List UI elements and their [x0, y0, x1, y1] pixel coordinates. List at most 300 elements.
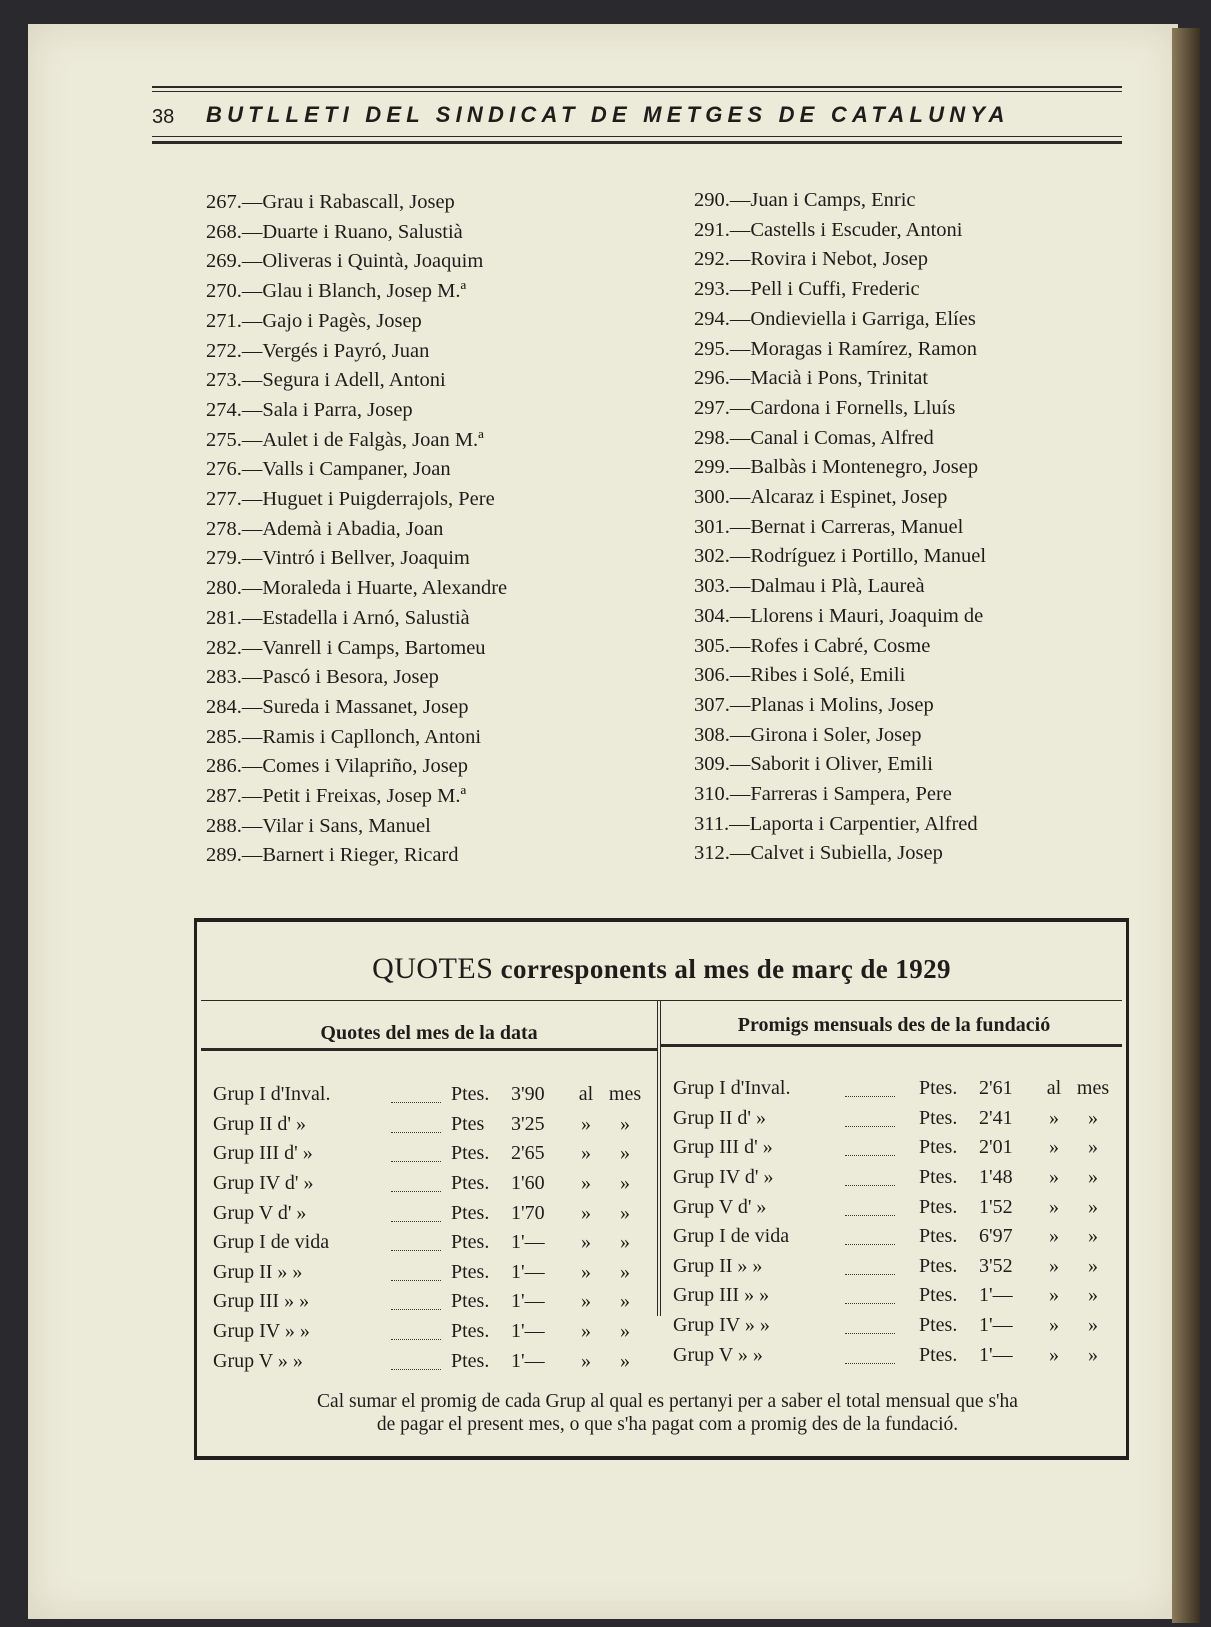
quote-row: [673, 1222, 1113, 1252]
member-number: 292.: [694, 248, 730, 271]
quote-group-label: Grup I d'Inval.: [213, 1083, 331, 1106]
member-number: 304.: [694, 604, 730, 627]
currency-label: Ptes.: [919, 1225, 958, 1248]
member-number: 293.: [694, 278, 730, 301]
member-entry: [206, 604, 507, 634]
currency-label: Ptes.: [919, 1106, 958, 1129]
member-number: 302.: [694, 545, 730, 568]
member-name: —Grau i Rabascall, Josep: [241, 191, 455, 213]
member-number: 298.: [694, 426, 730, 449]
member-number: 303.: [694, 575, 730, 598]
member-name: —Pascó i Besora, Josep: [241, 666, 439, 689]
member-number: 278.: [206, 517, 242, 540]
leader-dots: [845, 1252, 913, 1282]
quotes-title-rest: corresponents al mes de març de 1929: [500, 954, 951, 984]
quote-row: [213, 1317, 645, 1347]
member-name: —Ondieviella i Garriga, Elíes: [729, 307, 976, 330]
member-number: 275.: [206, 428, 242, 451]
currency-label: Ptes.: [919, 1136, 958, 1159]
quote-amount: 1'48: [979, 1166, 1013, 1189]
member-entry: [206, 574, 507, 604]
dotted-leader: [391, 1207, 441, 1222]
member-number: 273.: [206, 369, 242, 392]
quote-group-label: Grup V d' »: [673, 1195, 767, 1218]
member-name: —Oliveras i Quintà, Joaquim: [241, 250, 484, 273]
member-name: —Vergés i Payró, Juan: [241, 339, 430, 362]
quotes-note-line-2: de pagar el present mes, o que s'ha pagat com a promig des de la fundació.: [376, 1414, 959, 1435]
dotted-leader: [845, 1289, 895, 1304]
unit-mark: »: [1049, 1106, 1059, 1129]
quote-amount: 2'65: [511, 1142, 545, 1165]
member-entry: [206, 277, 507, 307]
quote-row: [213, 1258, 645, 1288]
quote-amount: 1'—: [511, 1290, 545, 1313]
member-entry: [694, 572, 986, 602]
quote-row: [213, 1080, 645, 1110]
quote-row: [673, 1311, 1113, 1341]
quote-amount: 1'—: [979, 1284, 1013, 1307]
member-number: 296.: [694, 367, 730, 390]
page-edge: [1172, 28, 1200, 1623]
quote-row: [213, 1346, 645, 1376]
leader-dots: [845, 1104, 913, 1134]
member-name: —Dalmau i Plà, Laureà: [729, 575, 925, 598]
dotted-leader: [845, 1260, 895, 1275]
currency-label: Ptes.: [451, 1231, 490, 1254]
member-entry: [206, 782, 507, 812]
member-entry: [206, 841, 507, 871]
header-rule-bottom: [152, 141, 1122, 144]
member-number: 285.: [206, 725, 242, 748]
leader-dots: [391, 1198, 445, 1228]
unit-mark: »: [581, 1112, 591, 1135]
unit-mark: »: [581, 1290, 591, 1313]
dotted-leader: [845, 1112, 895, 1127]
member-entry: [694, 186, 986, 216]
member-name: —Cardona i Fornells, Lluís: [729, 396, 956, 419]
member-number: 272.: [206, 339, 242, 362]
member-name: —Farreras i Sampera, Pere: [729, 783, 952, 806]
member-entry: [694, 721, 986, 751]
quote-row: [213, 1228, 645, 1258]
currency-label: Ptes.: [451, 1142, 490, 1165]
quote-group-label: Grup III » »: [673, 1284, 770, 1307]
member-number: 300.: [694, 486, 730, 509]
member-number: 301.: [694, 515, 730, 538]
member-number: 274.: [206, 398, 242, 421]
member-entry: [694, 839, 986, 869]
unit-mark: »: [620, 1260, 630, 1283]
unit-mark: »: [620, 1112, 630, 1135]
header-rule-bottom-thin: [152, 136, 1122, 137]
member-name: —Glau i Blanch, Josep M.ª: [241, 280, 467, 303]
quote-amount: 1'—: [511, 1349, 545, 1372]
member-number: 312.: [694, 842, 730, 865]
member-entry: [694, 513, 986, 543]
member-entry: [206, 544, 507, 574]
quote-amount: 1'—: [511, 1320, 545, 1343]
member-number: 267.: [206, 191, 242, 213]
member-entry: [206, 485, 507, 515]
unit-mark: »: [1088, 1284, 1098, 1307]
member-name: —Pell i Cuffi, Frederic: [729, 278, 920, 301]
quote-group-label: Grup II d' »: [213, 1112, 307, 1135]
member-name: —Vanrell i Camps, Bartomeu: [241, 636, 486, 659]
unit-mark: »: [581, 1172, 591, 1195]
quotes-box: [194, 918, 1129, 1460]
member-name: —Girona i Soler, Josep: [729, 723, 922, 746]
unit-mark: »: [1049, 1343, 1059, 1366]
unit-mark: »: [1088, 1166, 1098, 1189]
quote-group-label: Grup I de vida: [213, 1231, 330, 1254]
dotted-leader: [391, 1147, 441, 1162]
currency-label: Ptes.: [451, 1201, 490, 1224]
quote-amount: 1'—: [979, 1314, 1013, 1337]
member-name: —Canal i Comas, Alfred: [729, 426, 934, 449]
member-entry: [694, 810, 986, 840]
member-number: 307.: [694, 693, 730, 716]
quotes-column-divider: [657, 1000, 661, 1316]
quote-row: [673, 1104, 1113, 1134]
member-number: 283.: [206, 666, 242, 689]
member-entry: [694, 245, 986, 275]
quote-group-label: Grup V » »: [213, 1349, 303, 1372]
quotes-note: [217, 1390, 1118, 1436]
quotes-note-line-1: Cal sumar el promig de cada Grup al qual es pertanyi per a saber el total mensual que s'ha: [317, 1391, 1018, 1412]
dotted-leader: [391, 1118, 441, 1133]
member-entry: [694, 275, 986, 305]
member-number: 282.: [206, 636, 242, 659]
member-entry: [206, 693, 507, 723]
member-name: —Moragas i Ramírez, Ramon: [729, 337, 977, 360]
currency-label: Ptes.: [919, 1166, 958, 1189]
right-heading-rule: [661, 1044, 1122, 1047]
member-entry: [694, 632, 986, 662]
member-entry: [206, 515, 507, 545]
unit-mark: »: [1088, 1314, 1098, 1337]
member-name: —Petit i Freixas, Josep M.ª: [241, 785, 467, 808]
member-number: 305.: [694, 634, 730, 657]
dotted-leader: [391, 1177, 441, 1192]
member-number: 280.: [206, 577, 242, 600]
quote-group-label: Grup I d'Inval.: [673, 1077, 791, 1100]
leader-dots: [845, 1281, 913, 1311]
member-name: —Comes i Vilapriño, Josep: [241, 755, 469, 778]
member-entry: [694, 661, 986, 691]
unit-mark: »: [581, 1260, 591, 1283]
member-number: 284.: [206, 695, 242, 718]
unit-mark: »: [620, 1349, 630, 1372]
member-number: 286.: [206, 755, 242, 778]
member-entry: [694, 424, 986, 454]
page-number: 38: [152, 106, 175, 128]
quote-row: [213, 1198, 645, 1228]
member-name: —Alcaraz i Espinet, Josep: [729, 486, 948, 509]
member-name: —Sala i Parra, Josep: [241, 398, 413, 421]
currency-label: Ptes.: [451, 1172, 490, 1195]
quote-amount: 2'41: [979, 1106, 1013, 1129]
quote-amount: 1'60: [511, 1172, 545, 1195]
member-name: —Vilar i Sans, Manuel: [241, 814, 431, 837]
member-number: 299.: [694, 456, 730, 479]
dotted-leader: [845, 1082, 895, 1097]
dotted-leader: [845, 1349, 895, 1364]
quotes-left-table: [213, 1080, 645, 1376]
quote-row: [673, 1340, 1113, 1370]
dotted-leader: [391, 1266, 441, 1281]
member-list-right: [694, 186, 986, 869]
member-entry: [206, 634, 507, 664]
unit-mark: »: [620, 1290, 630, 1313]
member-name: —Ribes i Solé, Emili: [729, 664, 906, 687]
unit-mark: »: [620, 1320, 630, 1343]
quotes-right-heading: Promigs mensuals des de la fundació: [737, 1014, 1051, 1036]
member-number: 311.: [694, 812, 730, 835]
member-number: 288.: [206, 814, 242, 837]
leader-dots: [845, 1192, 913, 1222]
quote-amount: 3'90: [511, 1083, 545, 1106]
quotes-title-rule: [201, 1000, 1122, 1001]
member-number: 294.: [694, 307, 730, 330]
quotes-right-table: [673, 1074, 1113, 1370]
member-entry: [206, 307, 507, 337]
member-name: —Ademà i Abadia, Joan: [241, 517, 444, 540]
journal-title: BUTLLETI DEL SINDICAT DE METGES DE CATALUNYA: [206, 102, 1010, 127]
unit-mark: »: [1049, 1284, 1059, 1307]
leader-dots: [845, 1133, 913, 1163]
member-name: —Castells i Escuder, Antoni: [729, 218, 963, 241]
quote-group-label: Grup II » »: [213, 1260, 303, 1283]
unit-mark: al: [578, 1083, 594, 1106]
member-entry: [694, 691, 986, 721]
member-entry: [206, 396, 507, 426]
member-name: —Barnert i Rieger, Ricard: [241, 844, 459, 867]
unit-mark: »: [1049, 1166, 1059, 1189]
member-entry: [206, 752, 507, 782]
member-number: 309.: [694, 753, 730, 776]
quote-amount: 1'—: [511, 1231, 545, 1254]
member-entry: [206, 455, 507, 485]
leader-dots: [845, 1340, 913, 1370]
member-name: —Laporta i Carpentier, Alfred: [729, 812, 978, 835]
unit-mark: »: [581, 1201, 591, 1224]
member-number: 310.: [694, 783, 730, 806]
quote-amount: 3'52: [979, 1254, 1013, 1277]
member-number: 308.: [694, 723, 730, 746]
member-name: —Bernat i Carreras, Manuel: [729, 515, 964, 538]
member-name: —Rofes i Cabré, Cosme: [729, 634, 931, 657]
quote-row: [673, 1192, 1113, 1222]
member-number: 289.: [206, 844, 242, 867]
member-name: —Saborit i Oliver, Emili: [729, 753, 933, 776]
unit-mark: »: [581, 1231, 591, 1254]
member-name: —Planas i Molins, Josep: [729, 693, 934, 716]
member-entry: [694, 453, 986, 483]
leader-dots: [391, 1169, 445, 1199]
leader-dots: [845, 1163, 913, 1193]
unit-mark: »: [620, 1142, 630, 1165]
member-name: —Rovira i Nebot, Josep: [729, 248, 929, 271]
quote-row: [673, 1133, 1113, 1163]
member-entry: [694, 364, 986, 394]
unit-mark: mes: [1076, 1077, 1110, 1100]
dotted-leader: [845, 1171, 895, 1186]
header-rule-top: [152, 86, 1122, 88]
member-entry: [206, 426, 507, 456]
member-name: —Sureda i Massanet, Josep: [241, 695, 469, 718]
leader-dots: [391, 1287, 445, 1317]
page-header: [152, 84, 1122, 148]
member-entry: [206, 218, 507, 248]
quote-group-label: Grup III » »: [213, 1290, 310, 1313]
member-entry: [206, 188, 507, 218]
unit-mark: »: [1049, 1195, 1059, 1218]
currency-label: Ptes.: [919, 1195, 958, 1218]
leader-dots: [391, 1139, 445, 1169]
dotted-leader: [391, 1236, 441, 1251]
currency-label: Ptes.: [919, 1254, 958, 1277]
unit-mark: »: [1049, 1225, 1059, 1248]
member-number: 281.: [206, 606, 242, 629]
member-name: —Llorens i Mauri, Joaquim de: [729, 604, 984, 627]
unit-mark: »: [620, 1201, 630, 1224]
dotted-leader: [391, 1295, 441, 1310]
quote-group-label: Grup IV d' »: [213, 1172, 314, 1195]
unit-mark: »: [581, 1142, 591, 1165]
member-name: —Estadella i Arnó, Salustià: [241, 606, 470, 629]
quote-row: [673, 1281, 1113, 1311]
member-name: —Calvet i Subiella, Josep: [729, 842, 943, 865]
currency-label: Ptes.: [919, 1314, 958, 1337]
unit-mark: »: [581, 1349, 591, 1372]
quote-amount: 2'01: [979, 1136, 1013, 1159]
member-name: —Ramis i Capllonch, Antoni: [241, 725, 482, 748]
member-name: —Vintró i Bellver, Joaquim: [241, 547, 470, 570]
leader-dots: [391, 1110, 445, 1140]
quote-row: [673, 1163, 1113, 1193]
quote-group-label: Grup IV » »: [213, 1320, 310, 1343]
member-entry: [694, 602, 986, 632]
dotted-leader: [845, 1319, 895, 1334]
leader-dots: [391, 1346, 445, 1376]
member-entry: [694, 305, 986, 335]
member-number: 269.: [206, 250, 242, 273]
quote-row: [213, 1287, 645, 1317]
dotted-leader: [391, 1325, 441, 1340]
member-entry: [206, 812, 507, 842]
member-entry: [694, 750, 986, 780]
member-name: —Moraleda i Huarte, Alexandre: [241, 577, 508, 600]
unit-mark: »: [1088, 1343, 1098, 1366]
quote-group-label: Grup II d' »: [673, 1106, 767, 1129]
member-number: 287.: [206, 785, 242, 808]
quote-amount: 1'70: [511, 1201, 545, 1224]
currency-label: Ptes.: [451, 1290, 490, 1313]
quote-group-label: Grup III d' »: [213, 1142, 313, 1165]
member-name: —Balbàs i Montenegro, Josep: [729, 456, 979, 479]
quotes-title-word: QUOTES: [372, 952, 494, 985]
leader-dots: [391, 1258, 445, 1288]
leader-dots: [391, 1228, 445, 1258]
member-entry: [206, 663, 507, 693]
dotted-leader: [845, 1141, 895, 1156]
unit-mark: »: [1049, 1254, 1059, 1277]
quotes-title: [197, 952, 1126, 986]
member-number: 297.: [694, 396, 730, 419]
quote-group-label: Grup V » »: [673, 1343, 763, 1366]
quote-group-label: Grup V d' »: [213, 1201, 307, 1224]
unit-mark: mes: [608, 1083, 642, 1106]
member-number: 279.: [206, 547, 242, 570]
member-entry: [694, 394, 986, 424]
quote-amount: 1'—: [979, 1343, 1013, 1366]
unit-mark: »: [1088, 1254, 1098, 1277]
member-number: 270.: [206, 280, 242, 303]
quote-row: [673, 1252, 1113, 1282]
member-entry: [694, 542, 986, 572]
quote-group-label: Grup II » »: [673, 1254, 763, 1277]
member-entry: [206, 366, 507, 396]
member-number: 271.: [206, 309, 242, 332]
quotes-left-heading: Quotes del mes de la data: [320, 1022, 538, 1044]
member-number: 268.: [206, 220, 242, 243]
unit-mark: »: [1049, 1314, 1059, 1337]
header-rule-top-thin: [152, 91, 1122, 92]
member-name: —Juan i Camps, Enric: [729, 189, 916, 211]
member-entry: [694, 780, 986, 810]
currency-label: Ptes.: [919, 1077, 958, 1100]
dotted-leader: [391, 1355, 441, 1370]
quote-group-label: Grup III d' »: [673, 1136, 773, 1159]
leader-dots: [845, 1311, 913, 1341]
member-name: —Duarte i Ruano, Salustià: [241, 220, 463, 243]
quote-amount: 1'52: [979, 1195, 1013, 1218]
member-number: 277.: [206, 488, 242, 511]
member-name: —Huguet i Puigderrajols, Pere: [241, 488, 495, 511]
member-number: 291.: [694, 218, 730, 241]
left-heading-rule: [201, 1048, 657, 1051]
member-list-left: [206, 188, 507, 871]
leader-dots: [391, 1080, 445, 1110]
quote-row: [213, 1110, 645, 1140]
currency-label: Ptes.: [451, 1083, 490, 1106]
currency-label: Ptes.: [451, 1349, 490, 1372]
currency-label: Ptes: [451, 1112, 485, 1135]
quote-row: [213, 1139, 645, 1169]
leader-dots: [845, 1222, 913, 1252]
quote-amount: 3'25: [511, 1112, 545, 1135]
member-entry: [206, 337, 507, 367]
member-number: 295.: [694, 337, 730, 360]
quote-amount: 6'97: [979, 1225, 1013, 1248]
member-entry: [206, 723, 507, 753]
quote-group-label: Grup IV d' »: [673, 1166, 774, 1189]
unit-mark: »: [581, 1320, 591, 1343]
unit-mark: al: [1046, 1077, 1062, 1100]
unit-mark: »: [1088, 1136, 1098, 1159]
unit-mark: »: [1088, 1106, 1098, 1129]
quote-row: [673, 1074, 1113, 1104]
member-number: 290.: [694, 189, 730, 211]
member-number: 306.: [694, 664, 730, 687]
member-name: —Aulet i de Falgàs, Joan M.ª: [241, 428, 484, 451]
quote-amount: 2'61: [979, 1077, 1013, 1100]
member-number: 276.: [206, 458, 242, 481]
dotted-leader: [845, 1230, 895, 1245]
member-entry: [206, 247, 507, 277]
unit-mark: »: [1049, 1136, 1059, 1159]
quote-amount: 1'—: [511, 1260, 545, 1283]
